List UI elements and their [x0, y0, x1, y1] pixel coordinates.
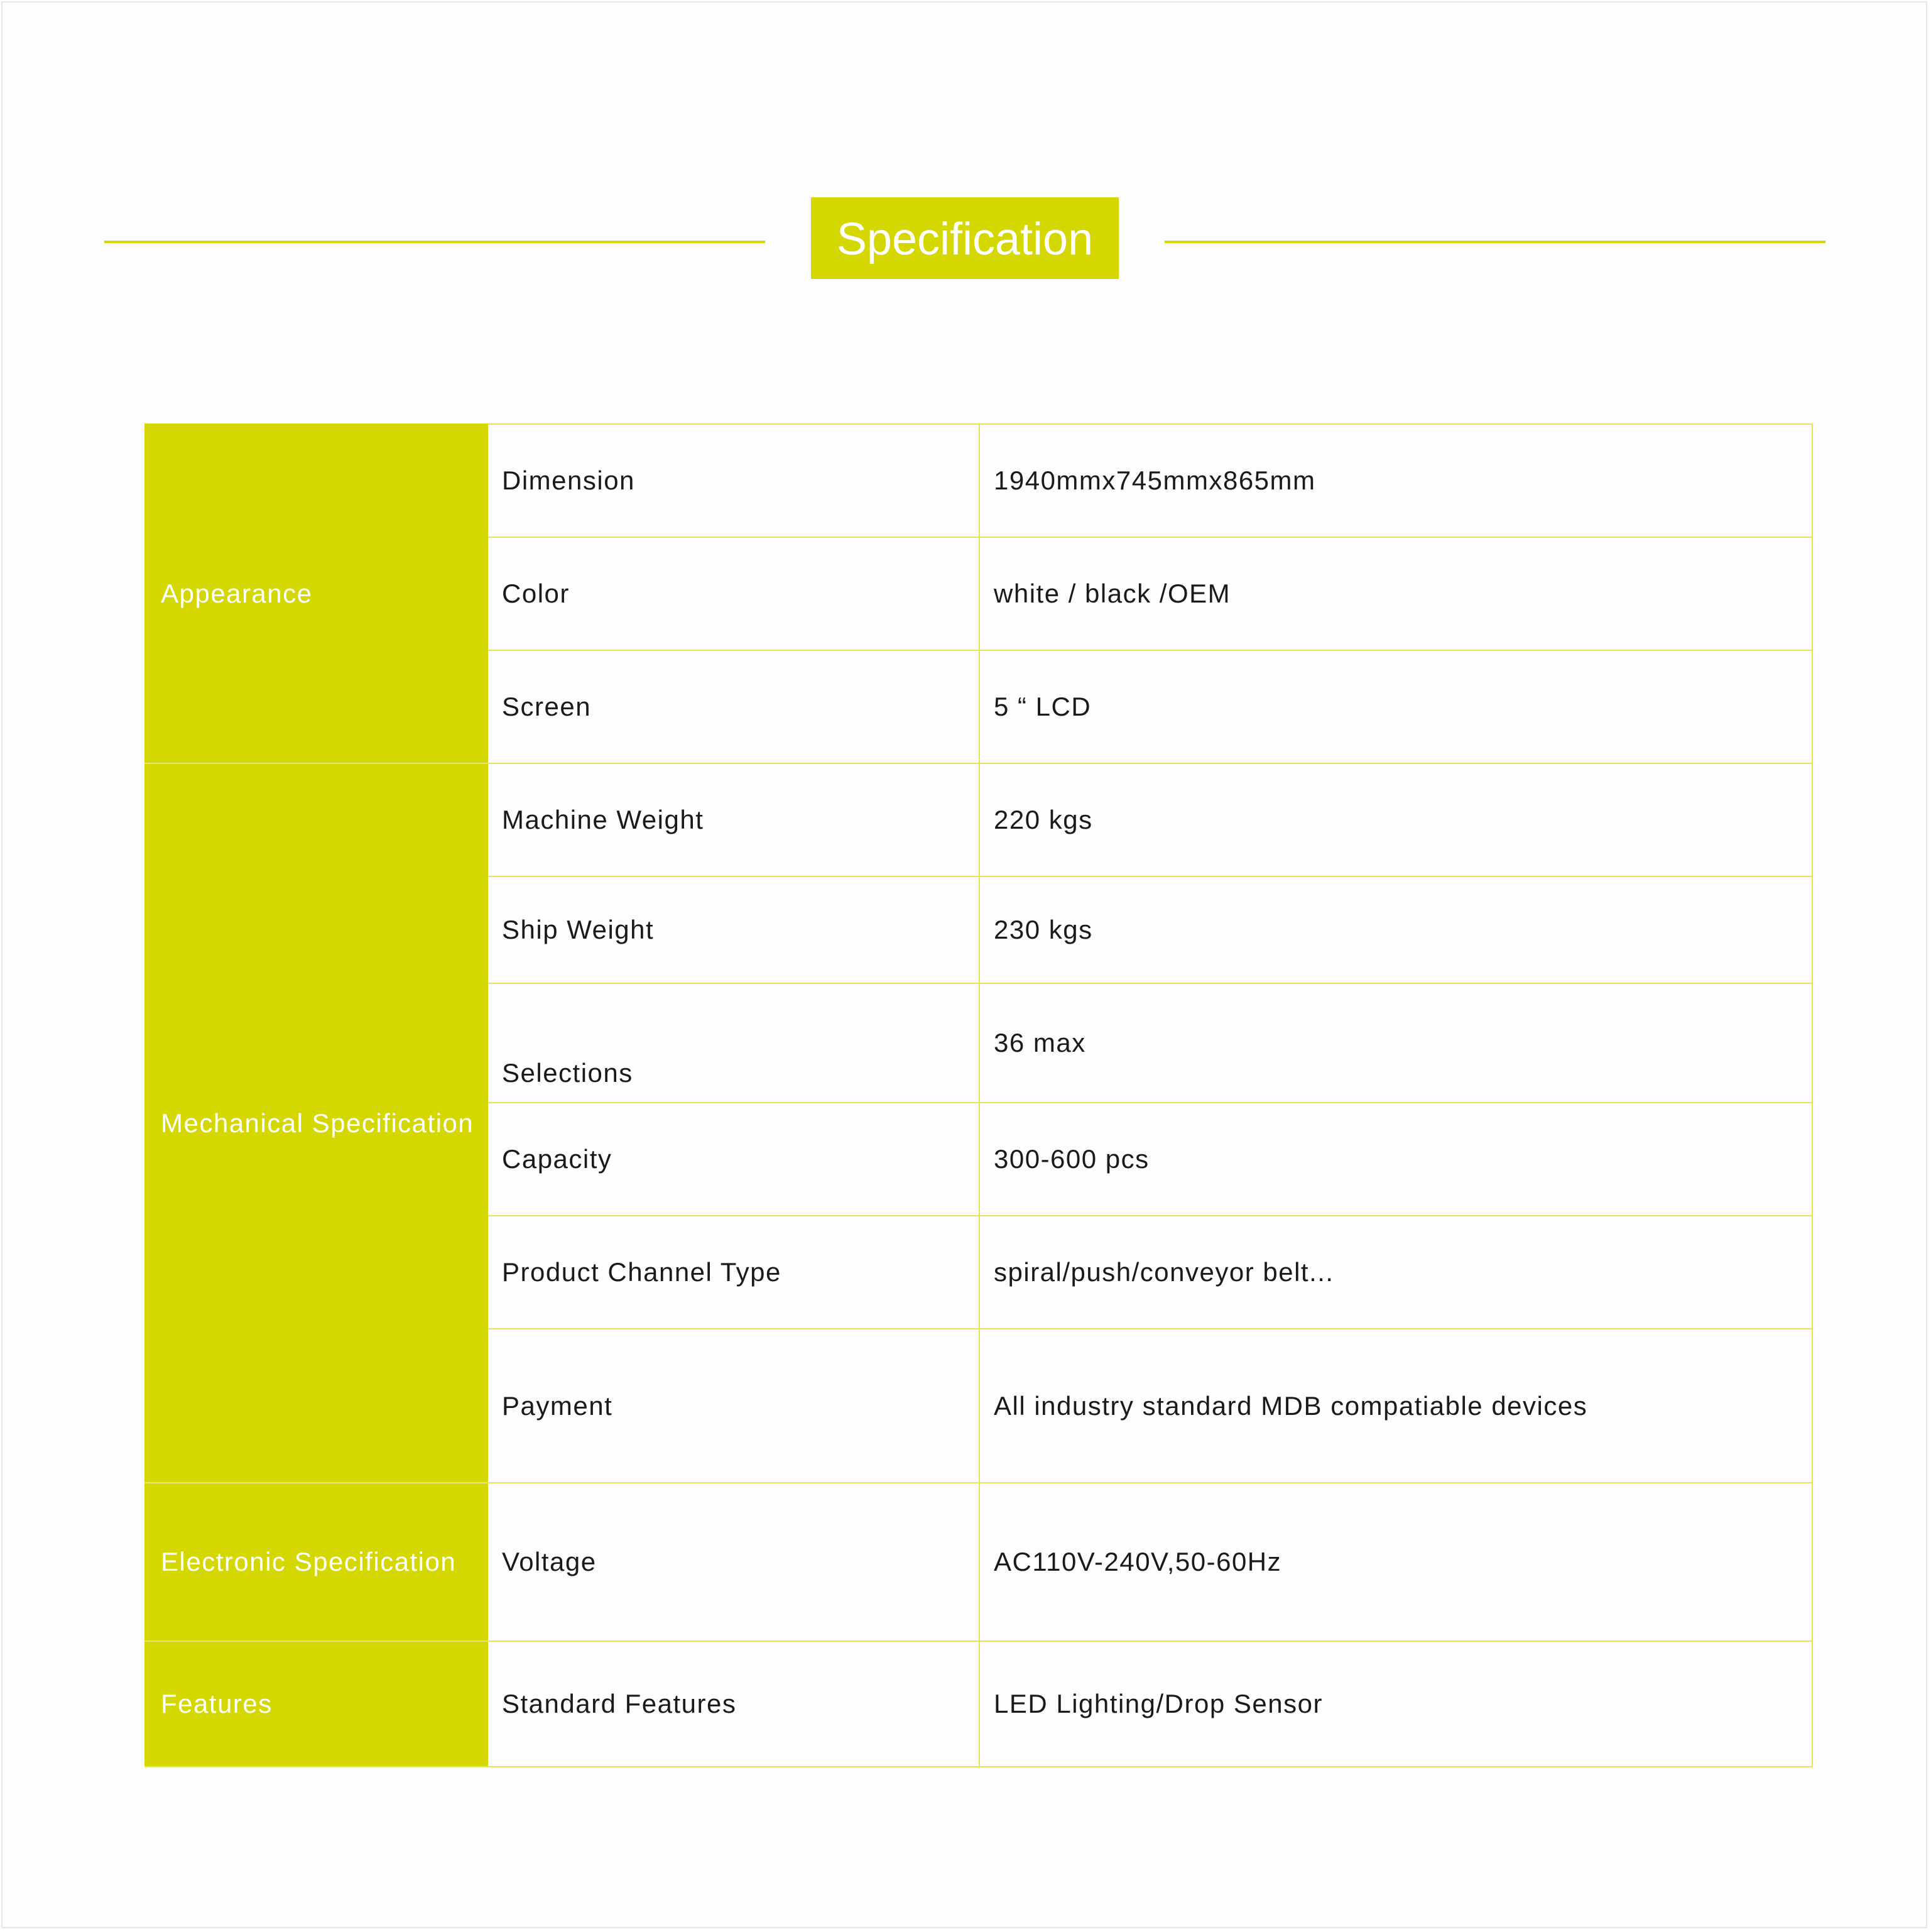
table-row — [145, 424, 1812, 537]
row-value: All industry standard MDB compatiable devices — [979, 1329, 1812, 1483]
table-row — [145, 1483, 1812, 1641]
category-features: Features — [145, 1641, 487, 1767]
row-label: Selections — [487, 983, 979, 1103]
row-value: 5 “ LCD — [979, 650, 1812, 763]
row-label: Screen — [487, 650, 979, 763]
row-label: Standard Features — [487, 1641, 979, 1767]
row-label: Product Channel Type — [487, 1216, 979, 1329]
row-label: Voltage — [487, 1483, 979, 1641]
specification-table — [144, 423, 1813, 1767]
row-value: 36 max — [979, 983, 1812, 1103]
category-electronic-specification: Electronic Specification — [145, 1483, 487, 1641]
title-rule-right — [1165, 241, 1825, 243]
table-row — [145, 1641, 1812, 1767]
row-value: spiral/push/conveyor belt... — [979, 1216, 1812, 1329]
category-mechanical-specification: Mechanical Specification — [145, 763, 487, 1483]
table-row — [145, 763, 1812, 876]
row-label: Payment — [487, 1329, 979, 1483]
category-appearance: Appearance — [145, 424, 487, 763]
row-label: Machine Weight — [487, 763, 979, 876]
row-label: Capacity — [487, 1103, 979, 1216]
row-value: 230 kgs — [979, 876, 1812, 983]
title-rule-left — [104, 241, 765, 243]
row-label: Color — [487, 537, 979, 650]
row-value: AC110V-240V,50-60Hz — [979, 1483, 1812, 1641]
row-value: 300-600 pcs — [979, 1103, 1812, 1216]
row-value: 220 kgs — [979, 763, 1812, 876]
row-value: white / black /OEM — [979, 537, 1812, 650]
row-value: LED Lighting/Drop Sensor — [979, 1641, 1812, 1767]
row-label: Dimension — [487, 424, 979, 537]
row-value: 1940mmx745mmx865mm — [979, 424, 1812, 537]
page-title: Specification — [811, 197, 1119, 279]
row-label: Ship Weight — [487, 876, 979, 983]
